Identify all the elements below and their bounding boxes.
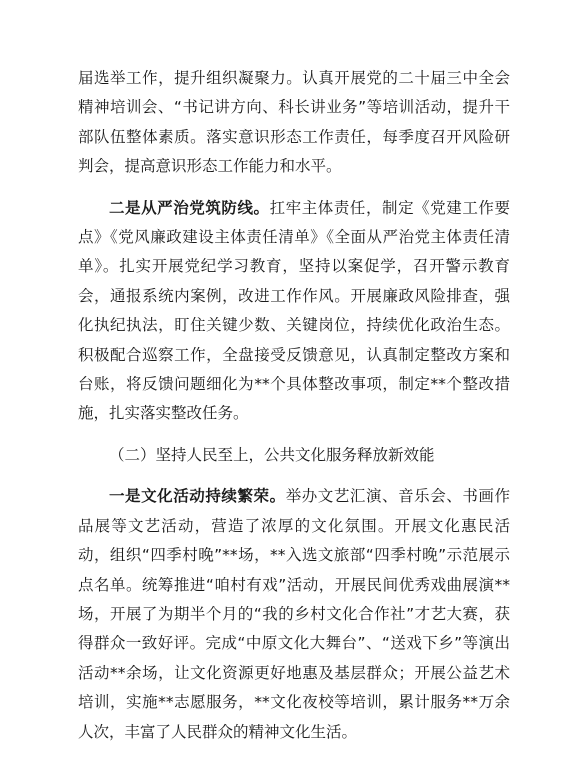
paragraph-text: 举办文艺汇演、音乐会、书画作品展等文艺活动，营造了浓厚的文化氛围。开展文化惠民活动，组织“四季村晚”**场，**入选文旅部“四季村晚”示范展示点名单。统筹推进“咱村有戏”活动，开展民间优秀戏曲展演**场，开展了为期半个月的“我的乡村文化合作社”才艺大赛，获得群众一致好评。完成“中原文化大舞台”、“送戏下乡”等演出活动**余场，让文化资源更好地惠及基层群众；开展公益艺术培训，实施**志愿服务，**文化夜校等培训，累计服务**万余人次，丰富了人民群众的精神文化生活。 [78,487,510,741]
section-heading-text: （二）坚持人民至上，公共文化服务释放新效能 [109,445,435,464]
paragraph-text: 扛牢主体责任，制定《党建工作要点》《党风廉政建设主体责任清单》《全面从严治党主体责任清单》。扎实开展党纪学习教育，坚持以案促学，召开警示教育会，通报系统内案例，改进工作作风。开展廉政风险排查，强化执纪执法，盯住关键少数、关键岗位，持续优化政治生态。积极配合巡察工作，全盘接受反馈意见，认真制定整改方案和台账，将反馈问题细化为**个具体整改事项，制定**个整改措施，扎实落实整改任务。 [78,198,510,423]
paragraph-party-discipline [78,194,510,429]
paragraph-text: 届选举工作，提升组织凝聚力。认真开展党的二十届三中全会精神培训会、“书记讲方向、科长讲业务”等培训活动，提升干部队伍整体素质。落实意识形态工作责任，每季度召开风险研判会，提高意识形态工作能力和水平。 [78,69,510,176]
paragraph-lead: 二是从严治党筑防线。 [109,198,270,217]
paragraph-lead: 一是文化活动持续繁荣。 [109,487,286,506]
document-body [78,64,510,759]
paragraph-organization [78,64,510,182]
section-heading [78,441,510,470]
paragraph-cultural-activities [78,482,510,747]
